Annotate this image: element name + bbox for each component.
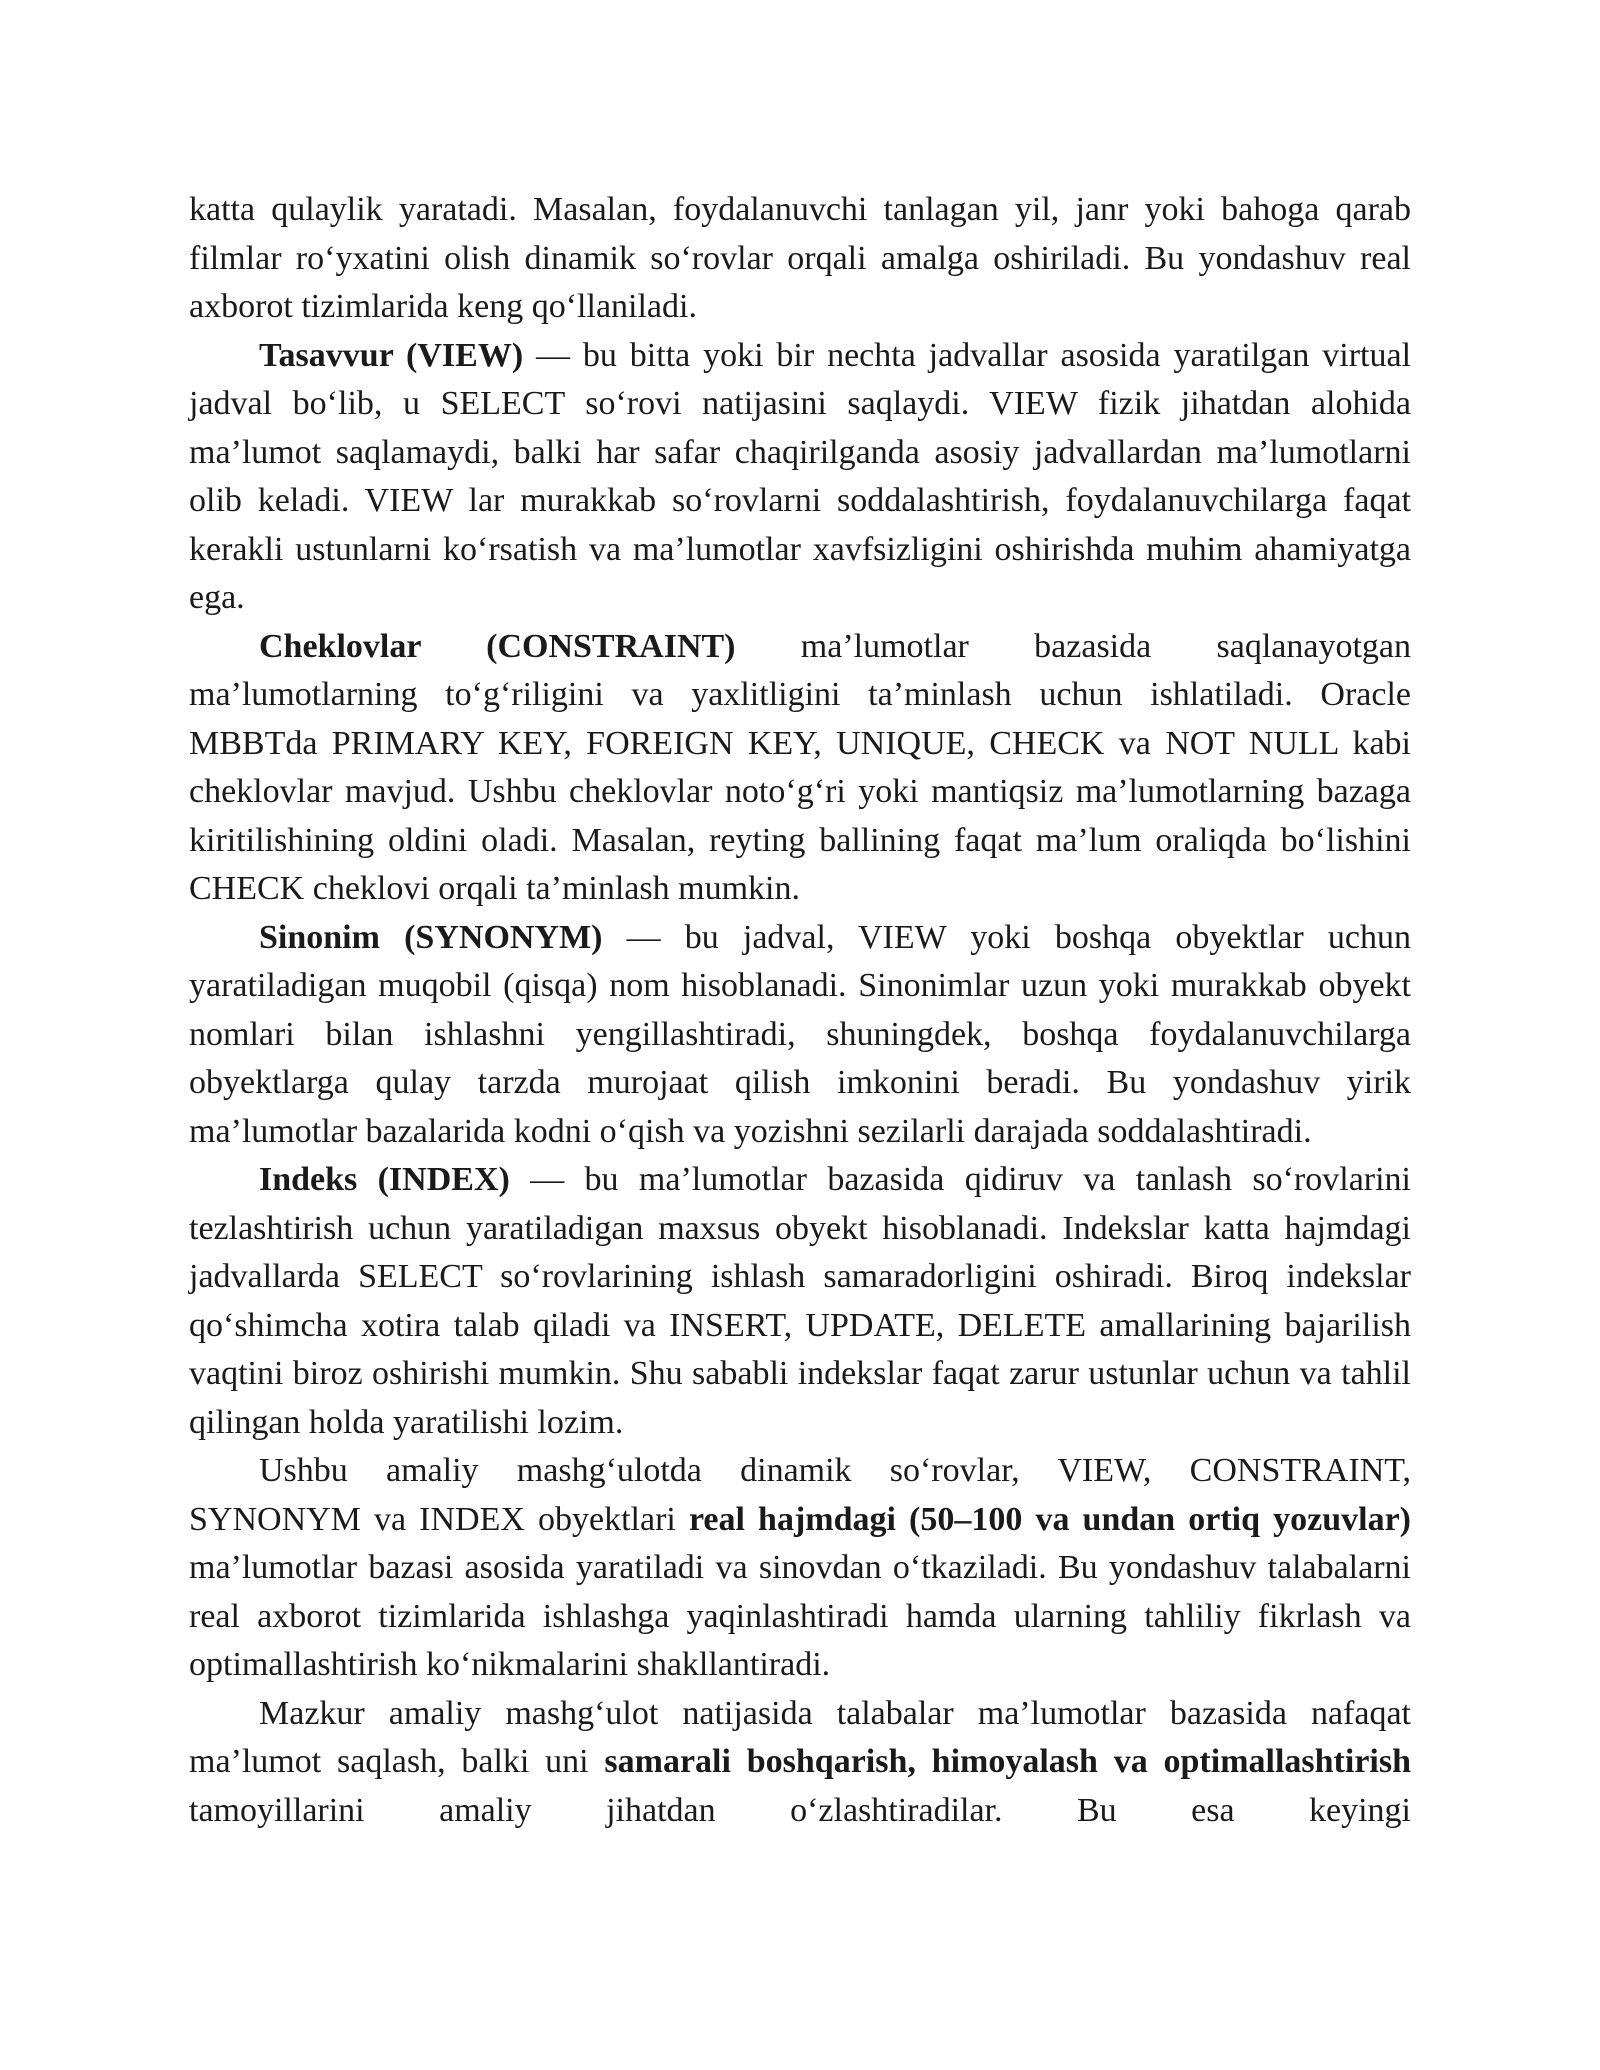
paragraph-text: — bu bitta yoki bir nechta jadvallar asosida yaratilgan virtual jadval bo‘lib, u SELECT so‘rovi natijasini saqlaydi. VIEW fizik jihatdan alohida ma’lumot saqlamaydi, balki har safar chaqirilganda asosiy jadvallardan ma’lumotlarni olib keladi. VIEW lar murakkab so‘rovlarni soddalashtirish, foydalanuvchilarga faqat kerakli ustunlarni ko‘rsatish va ma’lumotlar xavfsizligini oshirishda muhim ahamiyatga ega. [189, 336, 1412, 616]
paragraph-text: — bu ma’lumotlar bazasida qidiruv va tanlash so‘rovlarini tezlashtirish uchun yaratiladigan maxsus obyekt hisoblanadi. Indekslar katta hajmdagi jadvallarda SELECT so‘rovlarining ishlash samaradorligini oshiradi. Biroq indekslar qo‘shimcha xotira talab qiladi va INSERT, UPDATE, DELETE amallarining bajarilish vaqtini biroz oshirishi mumkin. Shu sababli indekslar faqat zarur ustunlar uchun va tahlil qilingan holda yaratilishi lozim. [189, 1161, 1412, 1441]
paragraph-text: — bu jadval, VIEW yoki boshqa obyektlar uchun yaratiladigan muqobil (qisqa) nom hisoblanadi. Sinonimlar uzun yoki murakkab obyekt nomlari bilan ishlashni yengillashtiradi, shuningdek, boshqa foydalanuvchilarga obyektlarga qulay tarzda murojaat qilish imkonini beradi. Bu yondashuv yirik ma’lumotlar bazalarida kodni o‘qish va yozishni sezilarli darajada soddalashtiradi. [189, 918, 1411, 1150]
paragraph-intro-continuation [189, 186, 1411, 332]
term-constraint: Cheklovlar (CONSTRAINT) [259, 627, 736, 665]
paragraph-text: ma’lumotlar bazasida saqlanayotgan ma’lumotlarning to‘g‘riligini va yaxlitligini ta’minlash uchun ishlatiladi. Oracle MBBTda PRIMARY KEY, FOREIGN KEY, UNIQUE, CHECK va NOT NULL kabi cheklovlar mavjud. Ushbu cheklovlar noto‘g‘ri yoki mantiqsiz ma’lumotlarning bazaga kiritilishining oldini oladi. Masalan, reyting ballining faqat ma’lum oraliqda bo‘lishini CHECK cheklovi orqali ta’minlash mumkin. [189, 627, 1411, 907]
paragraph-index [189, 1156, 1411, 1447]
document-page [189, 186, 1411, 1835]
emphasis-real-data: real hajmdagi (50–100 va undan ortiq yozuvlar) [688, 1500, 1411, 1538]
paragraph-synonym [189, 914, 1411, 1157]
paragraph-outcome [189, 1690, 1411, 1836]
paragraph-text: Mazkur amaliy mashg‘ulot natijasida talabalar ma’lumotlar bazasida nafaqat ma’lumot saqlash, balki uni [189, 1694, 1411, 1780]
emphasis-principles: samarali boshqarish, himoyalash va optimallashtirish [604, 1743, 1412, 1780]
term-view: Tasavvur (VIEW) [259, 336, 524, 374]
paragraph-view [189, 332, 1411, 623]
paragraph-text: tamoyillarini amaliy jihatdan o‘zlashtiradilar. Bu esa keyingi [189, 1791, 1411, 1829]
term-synonym: Sinonim (SYNONYM) [259, 918, 603, 956]
term-index: Indeks (INDEX) [259, 1161, 510, 1198]
paragraph-text: ma’lumotlar bazasi asosida yaratiladi va sinovdan o‘tkaziladi. Bu yondashuv talabalarni real axborot tizimlarida ishlashga yaqinlashtiradi hamda ularning tahliliy fikrlash va optimallashtirish ko‘nikmalarini shakllantiradi. [189, 1549, 1411, 1683]
paragraph-constraint [189, 623, 1411, 914]
paragraph-practice-summary [189, 1447, 1411, 1690]
paragraph-text: Ushbu amaliy mashg‘ulotda dinamik so‘rovlar, VIEW, CONSTRAINT, SYNONYM va INDEX obyektlari [189, 1452, 1411, 1538]
paragraph-text: katta qulaylik yaratadi. Masalan, foydalanuvchi tanlagan yil, janr yoki bahoga qarab filmlar ro‘yxatini olish dinamik so‘rovlar orqali amalga oshiriladi. Bu yondashuv real axborot tizimlarida keng qo‘llaniladi. [189, 191, 1411, 325]
